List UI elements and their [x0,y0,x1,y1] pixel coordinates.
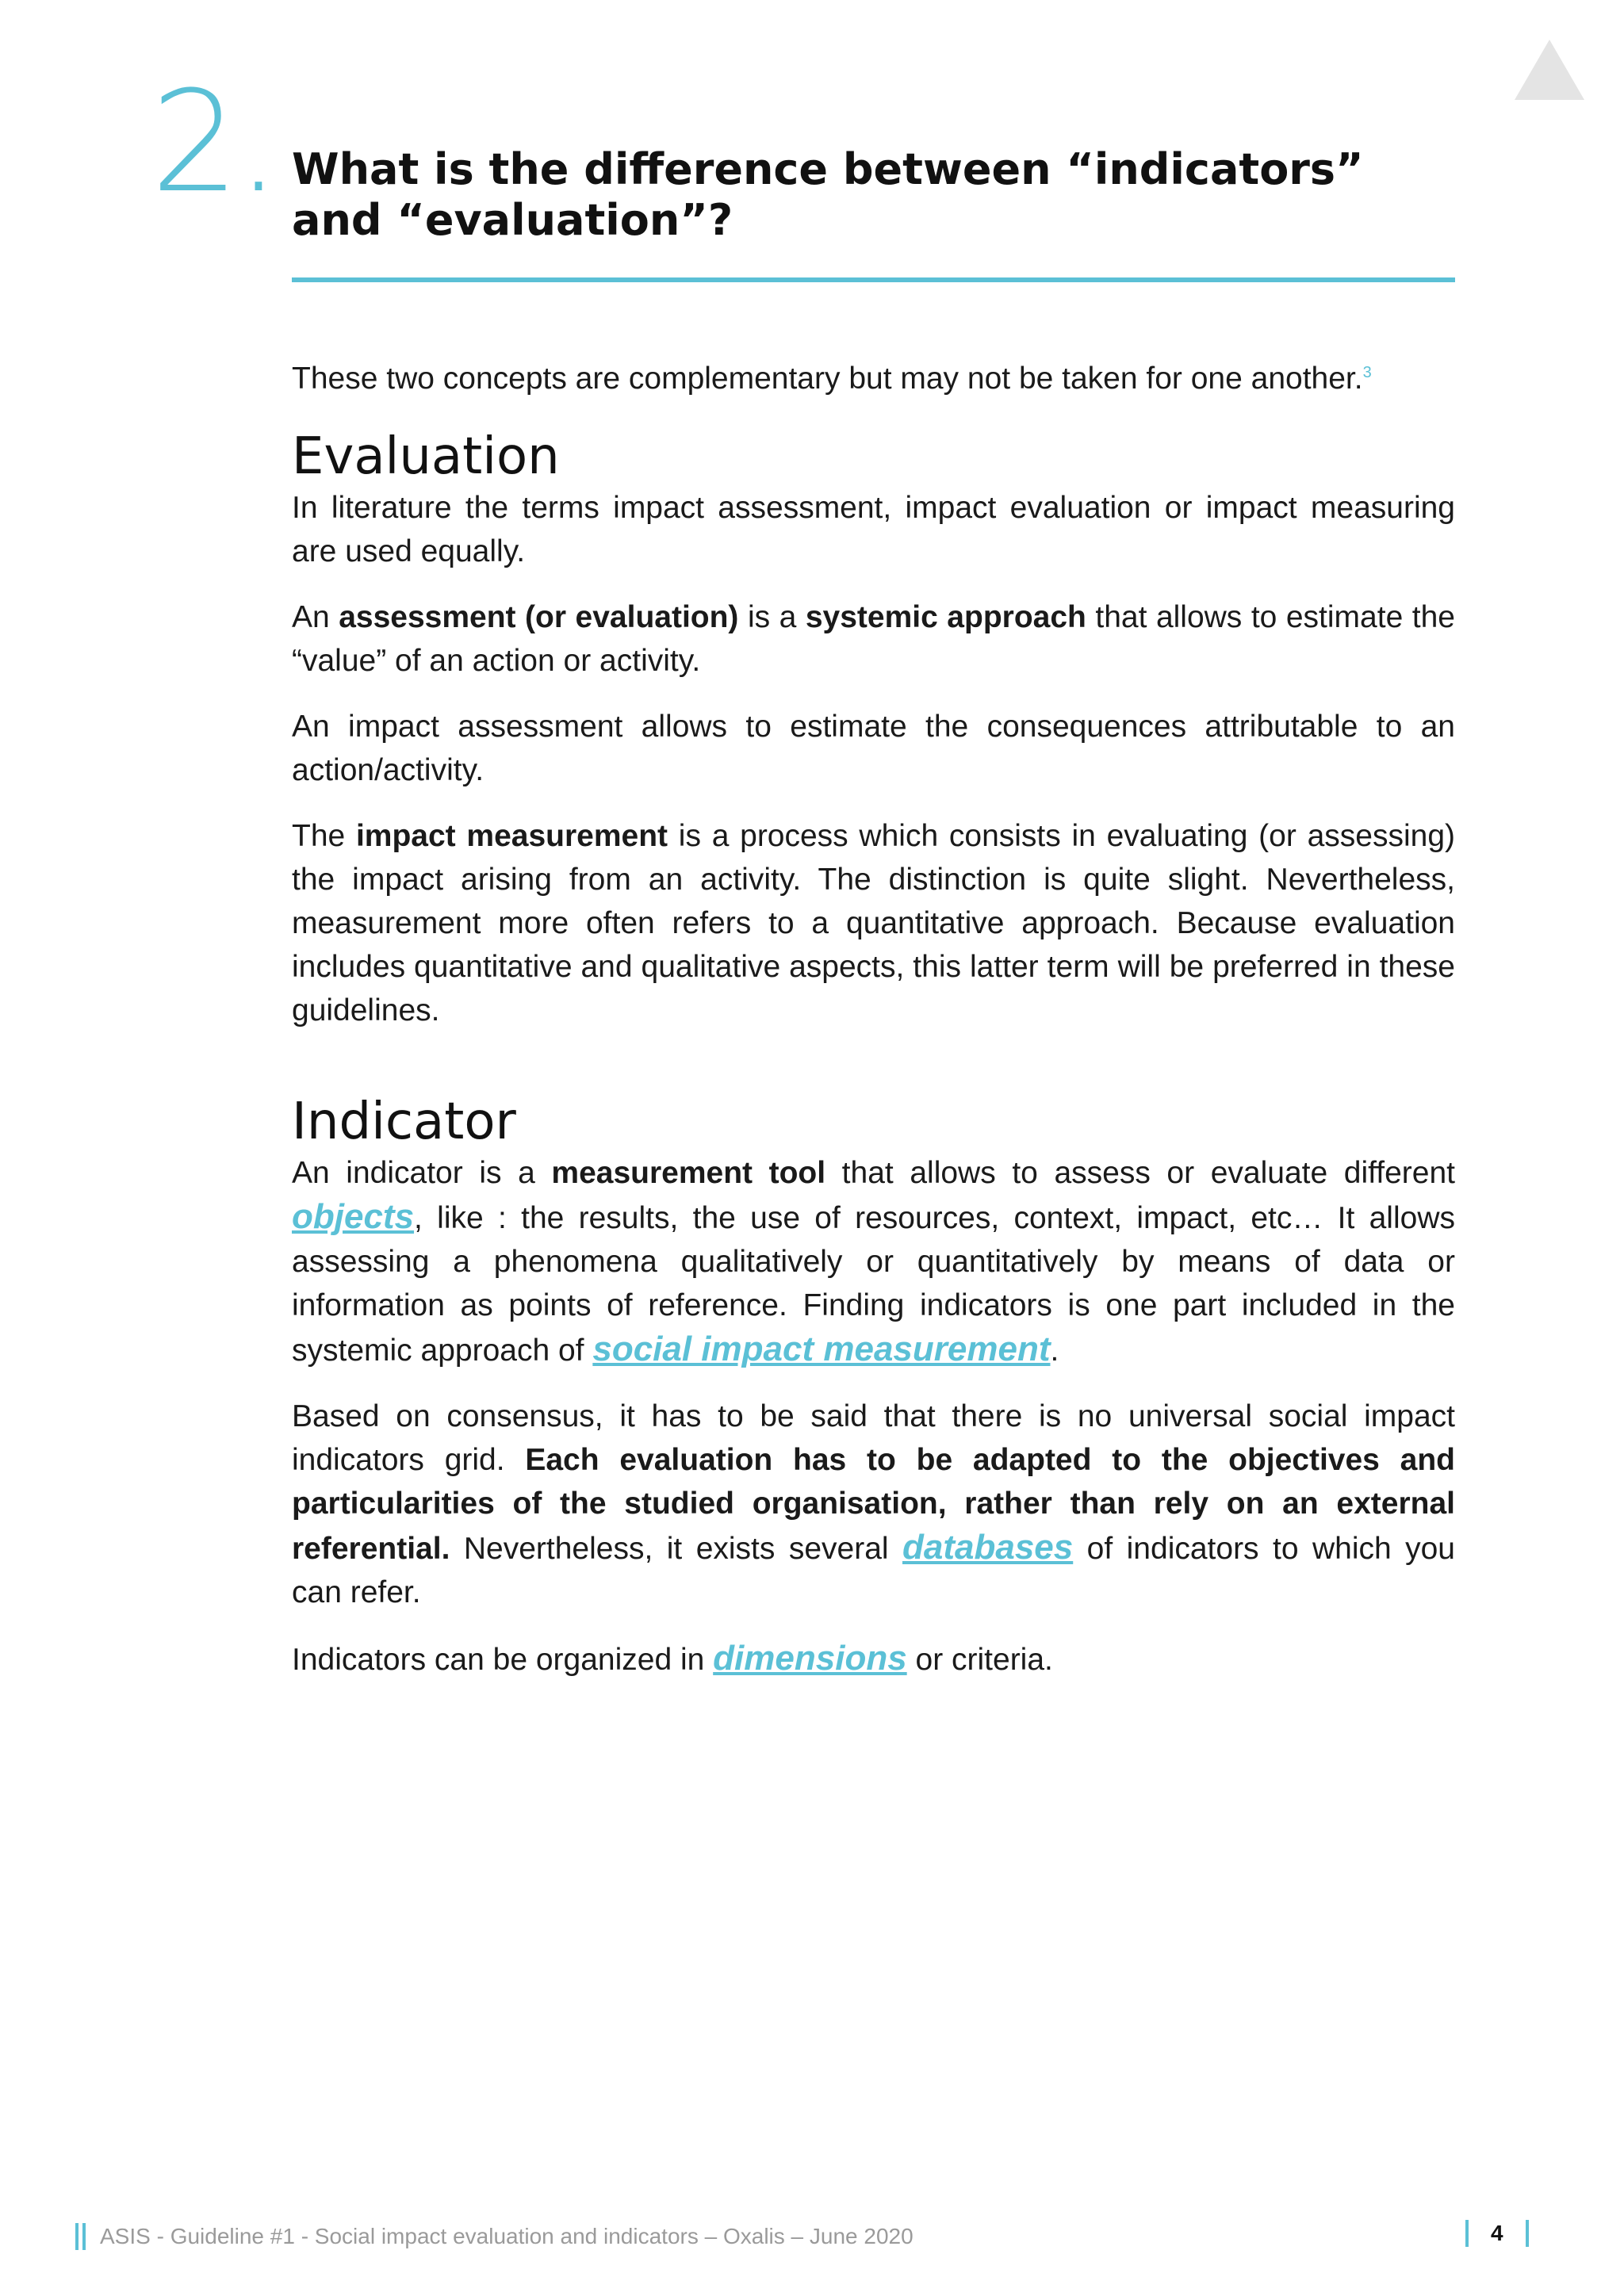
intro-paragraph [292,357,1455,400]
link-social-impact-measurement[interactable]: social impact measurement [592,1330,1051,1368]
text-run: An indicator is a [292,1156,552,1190]
evaluation-paragraph-1: In literature the terms impact assessment, impact evaluation or impact measuring are used equally. [292,491,1455,568]
text-run: , like : the results, the use of resources, context, impact, etc… It allows assessing a phenomena qualitatively or quantitatively by means of data or information as points of reference. Finding indicators is one part included in the systemic approach of [292,1201,1455,1368]
text-run: is a process which consists in evaluating (or assessing) the impact arising from an activity. The distinction is quite slight. Nevertheless, measurement more often refers to a quantitative approach. Because evaluation includes quantitative and qualitative aspects, this latter term will be preferred in these guidelines. [292,819,1455,1027]
text-run: . [1050,1334,1059,1368]
text-run: of indicators to which you can refer. [292,1532,1456,1609]
text-run: An [292,600,339,634]
link-objects[interactable]: objects [292,1197,415,1236]
corner-triangle-icon [1515,40,1584,100]
indicator-paragraph-3 [292,1636,1455,1682]
text-run: that allows to estimate the “value” of an action or activity. [292,600,1455,678]
evaluation-paragraph-3: An impact assessment allows to estimate the consequences attributable to an action/activity. [292,710,1455,787]
page-number-box [1465,2220,1529,2247]
chapter-number: 2. [151,61,278,224]
bold-term-systemic-approach: systemic approach [805,600,1086,634]
footer-bars-icon [75,2223,86,2250]
text-run: The [292,819,356,853]
text-run: that allows to assess or evaluate different [825,1156,1455,1190]
evaluation-paragraph-2 [292,595,1455,683]
indicator-heading: Indicator [292,1093,516,1151]
title-divider [292,277,1455,282]
footer [75,2223,914,2250]
bold-term-assessment: assessment (or evaluation) [339,600,739,634]
page-number: 4 [1491,2221,1503,2245]
text-run: or criteria. [906,1643,1053,1677]
footnote-ref[interactable]: 3 [1362,364,1372,381]
text-run: Based on consensus, it has to be said that there is no universal social impact indicators grid. [292,1399,1455,1477]
bold-statement-adapted-evaluation: Each evaluation has to be adapted to the objectives and particularities of the studied organisation, rather than rely on an external referential. [292,1443,1455,1566]
bold-term-impact-measurement: impact measurement [355,819,668,853]
indicator-paragraph-1 [292,1151,1455,1372]
text-run: Indicators can be organized in [292,1643,714,1677]
text-run: Nevertheless, it exists several [450,1532,902,1566]
intro-text: These two concepts are complementary but may not be taken for one another. [292,362,1363,396]
evaluation-heading: Evaluation [292,427,560,486]
pipe-left-icon [1465,2220,1469,2247]
indicator-paragraph-2 [292,1395,1455,1614]
pipe-right-icon [1526,2220,1529,2247]
chapter-title: What is the difference between “indicators” and “evaluation”? [292,144,1364,245]
evaluation-paragraph-4 [292,814,1455,1032]
main-content [292,357,1455,1704]
footer-text: ASIS - Guideline #1 - Social impact evaluation and indicators – Oxalis – June 2020 [100,2224,914,2248]
text-run: is a [738,600,806,634]
link-databases[interactable]: databases [902,1528,1074,1567]
bold-term-measurement-tool: measurement tool [551,1156,826,1190]
link-dimensions[interactable]: dimensions [713,1639,907,1678]
